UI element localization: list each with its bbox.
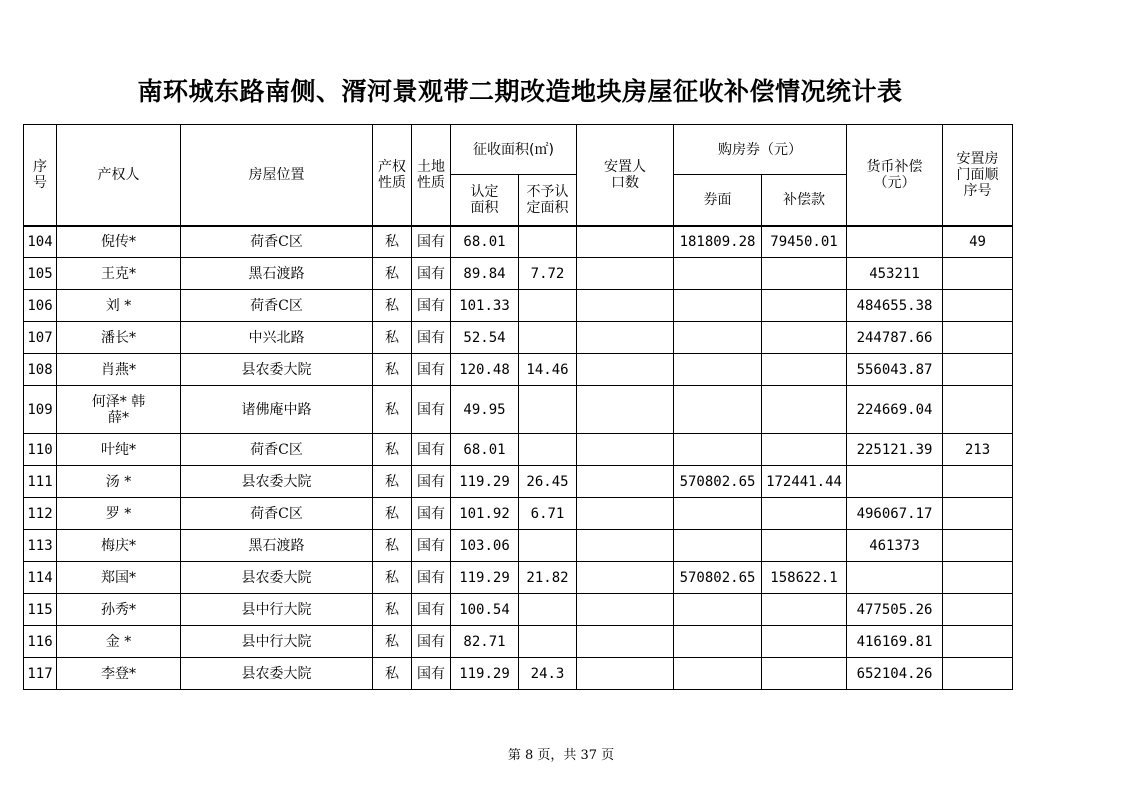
table-row	[24, 466, 1013, 498]
cell-not-area	[519, 594, 577, 626]
cell-pop	[577, 658, 674, 690]
cell-area: 101.92	[451, 498, 519, 530]
page-number: 第 8 页，共 37 页	[507, 748, 615, 763]
cell-owner: 金 *	[57, 626, 181, 658]
cell-land: 国有	[412, 626, 451, 658]
cell-comp	[762, 386, 847, 434]
cell-location: 荷香C区	[181, 498, 373, 530]
cell-face	[674, 530, 762, 562]
cell-comp	[762, 658, 847, 690]
cell-property: 私	[373, 498, 412, 530]
cell-money: 477505.26	[847, 594, 943, 626]
cell-not-area	[519, 226, 577, 258]
cell-pop	[577, 290, 674, 322]
cell-area: 49.95	[451, 386, 519, 434]
cell-money: 416169.81	[847, 626, 943, 658]
cell-seq: 110	[24, 434, 57, 466]
cell-property: 私	[373, 290, 412, 322]
table-row	[24, 226, 1013, 258]
cell-location: 县农委大院	[181, 658, 373, 690]
cell-owner: 潘长*	[57, 322, 181, 354]
cell-seq: 107	[24, 322, 57, 354]
cell-property: 私	[373, 386, 412, 434]
cell-money: 225121.39	[847, 434, 943, 466]
cell-area: 100.54	[451, 594, 519, 626]
cell-location: 县农委大院	[181, 354, 373, 386]
table-row	[24, 562, 1013, 594]
cell-money: 453211	[847, 258, 943, 290]
header-area: 征收面积(㎡)	[451, 125, 577, 175]
cell-pop	[577, 498, 674, 530]
cell-seq: 106	[24, 290, 57, 322]
header-area-not-recognized: 不予认定面积	[519, 175, 577, 226]
cell-land: 国有	[412, 434, 451, 466]
cell-comp: 158622.1	[762, 562, 847, 594]
header-location: 房屋位置	[181, 125, 373, 226]
header-voucher: 购房券（元）	[674, 125, 847, 175]
cell-money: 556043.87	[847, 354, 943, 386]
cell-money	[847, 226, 943, 258]
cell-comp: 172441.44	[762, 466, 847, 498]
cell-comp	[762, 290, 847, 322]
cell-face: 181809.28	[674, 226, 762, 258]
cell-order	[943, 594, 1013, 626]
cell-location: 县农委大院	[181, 466, 373, 498]
cell-seq: 112	[24, 498, 57, 530]
cell-property: 私	[373, 626, 412, 658]
cell-area: 119.29	[451, 466, 519, 498]
cell-pop	[577, 226, 674, 258]
cell-order	[943, 498, 1013, 530]
cell-owner: 肖燕*	[57, 354, 181, 386]
cell-order	[943, 658, 1013, 690]
cell-land: 国有	[412, 466, 451, 498]
cell-property: 私	[373, 258, 412, 290]
header-order: 安置房门面顺序号	[943, 125, 1013, 226]
cell-location: 荷香C区	[181, 434, 373, 466]
cell-money: 461373	[847, 530, 943, 562]
cell-area: 89.84	[451, 258, 519, 290]
cell-face	[674, 626, 762, 658]
cell-area: 82.71	[451, 626, 519, 658]
cell-money: 652104.26	[847, 658, 943, 690]
cell-pop	[577, 258, 674, 290]
cell-order	[943, 354, 1013, 386]
cell-owner: 孙秀*	[57, 594, 181, 626]
cell-seq: 116	[24, 626, 57, 658]
cell-money	[847, 466, 943, 498]
cell-comp: 79450.01	[762, 226, 847, 258]
cell-face	[674, 658, 762, 690]
cell-owner: 李登*	[57, 658, 181, 690]
compensation-table	[23, 124, 1013, 690]
cell-owner: 刘 *	[57, 290, 181, 322]
cell-order: 49	[943, 226, 1013, 258]
header-owner: 产权人	[57, 125, 181, 226]
cell-face: 570802.65	[674, 562, 762, 594]
cell-property: 私	[373, 594, 412, 626]
cell-location: 黑石渡路	[181, 258, 373, 290]
cell-land: 国有	[412, 658, 451, 690]
header-money: 货币补偿（元）	[847, 125, 943, 226]
header-population: 安置人口数	[577, 125, 674, 226]
cell-location: 荷香C区	[181, 226, 373, 258]
cell-area: 68.01	[451, 226, 519, 258]
cell-owner: 叶纯*	[57, 434, 181, 466]
cell-pop	[577, 626, 674, 658]
cell-not-area	[519, 434, 577, 466]
cell-comp	[762, 498, 847, 530]
cell-location: 荷香C区	[181, 290, 373, 322]
cell-pop	[577, 434, 674, 466]
cell-area: 119.29	[451, 658, 519, 690]
cell-land: 国有	[412, 354, 451, 386]
cell-land: 国有	[412, 594, 451, 626]
table-row	[24, 322, 1013, 354]
cell-land: 国有	[412, 322, 451, 354]
cell-not-area: 14.46	[519, 354, 577, 386]
cell-area: 52.54	[451, 322, 519, 354]
cell-land: 国有	[412, 386, 451, 434]
cell-area: 68.01	[451, 434, 519, 466]
cell-comp	[762, 626, 847, 658]
table-row	[24, 354, 1013, 386]
cell-pop	[577, 594, 674, 626]
cell-land: 国有	[412, 290, 451, 322]
cell-order	[943, 530, 1013, 562]
cell-area: 120.48	[451, 354, 519, 386]
cell-face	[674, 594, 762, 626]
cell-not-area	[519, 290, 577, 322]
cell-not-area: 21.82	[519, 562, 577, 594]
cell-pop	[577, 562, 674, 594]
cell-comp	[762, 322, 847, 354]
cell-order	[943, 258, 1013, 290]
cell-not-area: 7.72	[519, 258, 577, 290]
table-row	[24, 498, 1013, 530]
cell-face	[674, 434, 762, 466]
cell-land: 国有	[412, 498, 451, 530]
cell-seq: 113	[24, 530, 57, 562]
cell-comp	[762, 530, 847, 562]
cell-face	[674, 354, 762, 386]
cell-seq: 109	[24, 386, 57, 434]
table-row	[24, 626, 1013, 658]
cell-money	[847, 562, 943, 594]
header-voucher-comp: 补偿款	[762, 175, 847, 226]
cell-location: 中兴北路	[181, 322, 373, 354]
cell-face	[674, 386, 762, 434]
table-row	[24, 434, 1013, 466]
cell-location: 县中行大院	[181, 626, 373, 658]
page-footer	[0, 744, 1122, 763]
cell-location: 黑石渡路	[181, 530, 373, 562]
cell-land: 国有	[412, 226, 451, 258]
cell-not-area	[519, 386, 577, 434]
cell-order	[943, 386, 1013, 434]
cell-order	[943, 626, 1013, 658]
cell-comp	[762, 354, 847, 386]
cell-owner: 王克*	[57, 258, 181, 290]
cell-area: 119.29	[451, 562, 519, 594]
cell-seq: 108	[24, 354, 57, 386]
table-row	[24, 290, 1013, 322]
cell-pop	[577, 386, 674, 434]
cell-order	[943, 562, 1013, 594]
cell-owner: 汤 *	[57, 466, 181, 498]
cell-property: 私	[373, 434, 412, 466]
page-title: 南环城东路南侧、湑河景观带二期改造地块房屋征收补偿情况统计表	[137, 77, 903, 106]
cell-owner: 倪传*	[57, 226, 181, 258]
table-row	[24, 594, 1013, 626]
cell-money: 496067.17	[847, 498, 943, 530]
cell-property: 私	[373, 466, 412, 498]
header-land: 土地性质	[412, 125, 451, 226]
cell-money: 244787.66	[847, 322, 943, 354]
header-seq: 序号	[24, 125, 57, 226]
cell-pop	[577, 530, 674, 562]
cell-location: 诸佛庵中路	[181, 386, 373, 434]
cell-face	[674, 290, 762, 322]
cell-comp	[762, 594, 847, 626]
cell-seq: 111	[24, 466, 57, 498]
cell-property: 私	[373, 226, 412, 258]
cell-area: 101.33	[451, 290, 519, 322]
cell-land: 国有	[412, 258, 451, 290]
cell-not-area: 24.3	[519, 658, 577, 690]
cell-order	[943, 290, 1013, 322]
header-area-recognized: 认定面积	[451, 175, 519, 226]
table-row	[24, 386, 1013, 434]
header-property: 产权性质	[373, 125, 412, 226]
cell-owner: 罗 *	[57, 498, 181, 530]
cell-not-area	[519, 322, 577, 354]
cell-not-area	[519, 626, 577, 658]
cell-face	[674, 322, 762, 354]
cell-seq: 117	[24, 658, 57, 690]
cell-pop	[577, 322, 674, 354]
table-row	[24, 658, 1013, 690]
cell-land: 国有	[412, 562, 451, 594]
header-voucher-face: 券面	[674, 175, 762, 226]
cell-comp	[762, 258, 847, 290]
cell-money: 224669.04	[847, 386, 943, 434]
cell-owner: 何泽* 韩薛*	[57, 386, 181, 434]
cell-not-area: 6.71	[519, 498, 577, 530]
cell-owner: 梅庆*	[57, 530, 181, 562]
cell-property: 私	[373, 322, 412, 354]
cell-money: 484655.38	[847, 290, 943, 322]
cell-order	[943, 322, 1013, 354]
cell-property: 私	[373, 562, 412, 594]
cell-land: 国有	[412, 530, 451, 562]
table-row	[24, 258, 1013, 290]
cell-seq: 105	[24, 258, 57, 290]
cell-not-area: 26.45	[519, 466, 577, 498]
cell-comp	[762, 434, 847, 466]
cell-owner: 郑国*	[57, 562, 181, 594]
cell-seq: 104	[24, 226, 57, 258]
cell-seq: 114	[24, 562, 57, 594]
cell-location: 县农委大院	[181, 562, 373, 594]
cell-face	[674, 258, 762, 290]
cell-area: 103.06	[451, 530, 519, 562]
cell-not-area	[519, 530, 577, 562]
cell-location: 县中行大院	[181, 594, 373, 626]
cell-property: 私	[373, 530, 412, 562]
cell-property: 私	[373, 354, 412, 386]
table-row	[24, 530, 1013, 562]
cell-pop	[577, 466, 674, 498]
cell-seq: 115	[24, 594, 57, 626]
cell-pop	[577, 354, 674, 386]
cell-property: 私	[373, 658, 412, 690]
cell-face: 570802.65	[674, 466, 762, 498]
cell-face	[674, 498, 762, 530]
cell-order: 213	[943, 434, 1013, 466]
cell-order	[943, 466, 1013, 498]
table-body	[24, 226, 1013, 690]
